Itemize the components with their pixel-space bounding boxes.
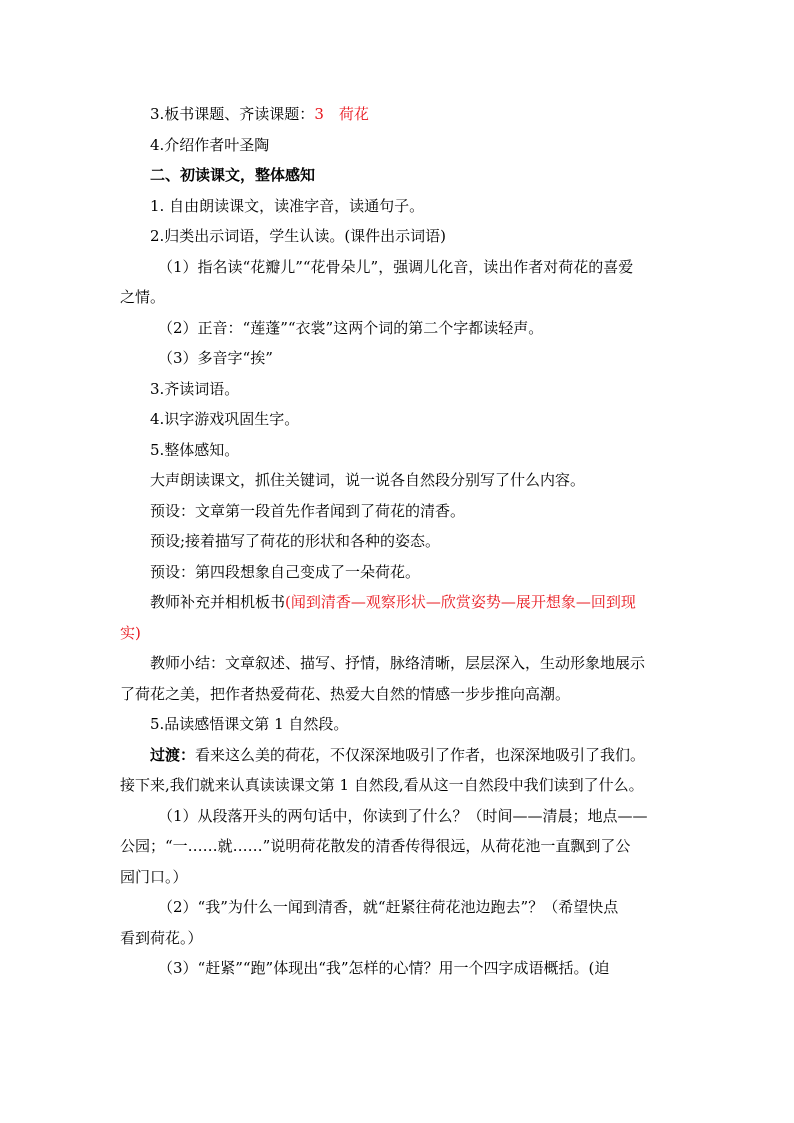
step-literacy-game: 4.识字游戏巩固生字。 [150,410,300,428]
question-2-line2: 看到荷花。） [120,928,203,947]
instruction-read-aloud: 大声朗读课文，抓住关键词，说一说各自然段分别写了什么内容。 [150,471,586,489]
sub-item-2: （2）正音：“莲蓬”“衣裳”这两个词的第二个字都读轻声。 [158,318,544,337]
document-body [120,99,676,984]
question-1-line3: 园门口。） [120,867,188,886]
transition-line1 [120,740,676,771]
step-read-paragraph-1: 5.品读感悟课文第 1 自然段。 [150,715,349,733]
text: 看来这么美的荷花，不仅深深地吸引了作者，也深深地吸引了我们。 [195,745,646,764]
step-word-groups: 2.归类出示词语，学生认读。(课件出示词语) [150,227,447,245]
step-overall-perception: 5.整体感知。 [150,440,240,459]
step-board-title [120,99,676,130]
lesson-title-red: 3 荷花 [314,105,369,123]
teacher-board-line2: 实) [120,623,141,642]
transition-label: 过渡： [150,745,196,764]
text: 3.板书课题、齐读课题： [150,105,315,123]
preset-3: 预设：第四段想象自己变成了一朵荷花。 [150,562,421,581]
question-2-line1: （2）“我”为什么一闻到清香，就“赶紧往荷花池边跑去”？（希望快点 [158,898,619,916]
teacher-board-line1 [120,587,676,618]
teacher-summary-line2: 了荷花之美，把作者热爱荷花、热爱大自然的情感一步步推向高潮。 [120,684,571,703]
section-heading: 二、初读课文，整体感知 [150,166,316,184]
preset-2: 预设;接着描写了荷花的形状和各种的姿态。 [150,532,441,550]
sub-item-1-line2: 之情。 [120,288,166,306]
question-3-line1: （3）“赶紧”“跑”体现出“我”怎样的心情？用一个四字成语概括。(迫 [158,959,610,977]
text: 教师补充并相机板书 [150,593,286,611]
question-1-line1: （1）从段落开头的两句话中，你读到了什么？（时间——清晨；地点—— [158,806,648,825]
teacher-summary-line1: 教师小结：文章叙述、描写、抒情，脉络清晰，层层深入，生动形象地展示 [150,654,646,672]
preset-1: 预设：文章第一段首先作者闻到了荷花的清香。 [150,501,466,520]
step-free-reading: 1. 自由朗读课文，读准字音，读通句子。 [150,196,425,215]
question-1-line2: 公园；“一……就……”说明荷花散发的清香传得很远，从荷花池一直飘到了公 [120,837,631,855]
transition-line2: 接下来,我们就来认真读读课文第 1 自然段,看从这一自然段中我们读到了什么。 [120,776,644,794]
step-introduce-author: 4.介绍作者叶圣陶 [150,135,270,154]
step-read-words: 3.齐读词语。 [150,379,240,398]
board-outline-red: (闻到清香—观察形状—欣赏姿势—展开想象—回到现 [285,593,636,611]
sub-item-3: （3）多音字“挨” [158,349,273,367]
sub-item-1-line1: （1）指名读“花瓣儿”“花骨朵儿”，强调儿化音，读出作者对荷花的喜爱 [158,257,634,276]
